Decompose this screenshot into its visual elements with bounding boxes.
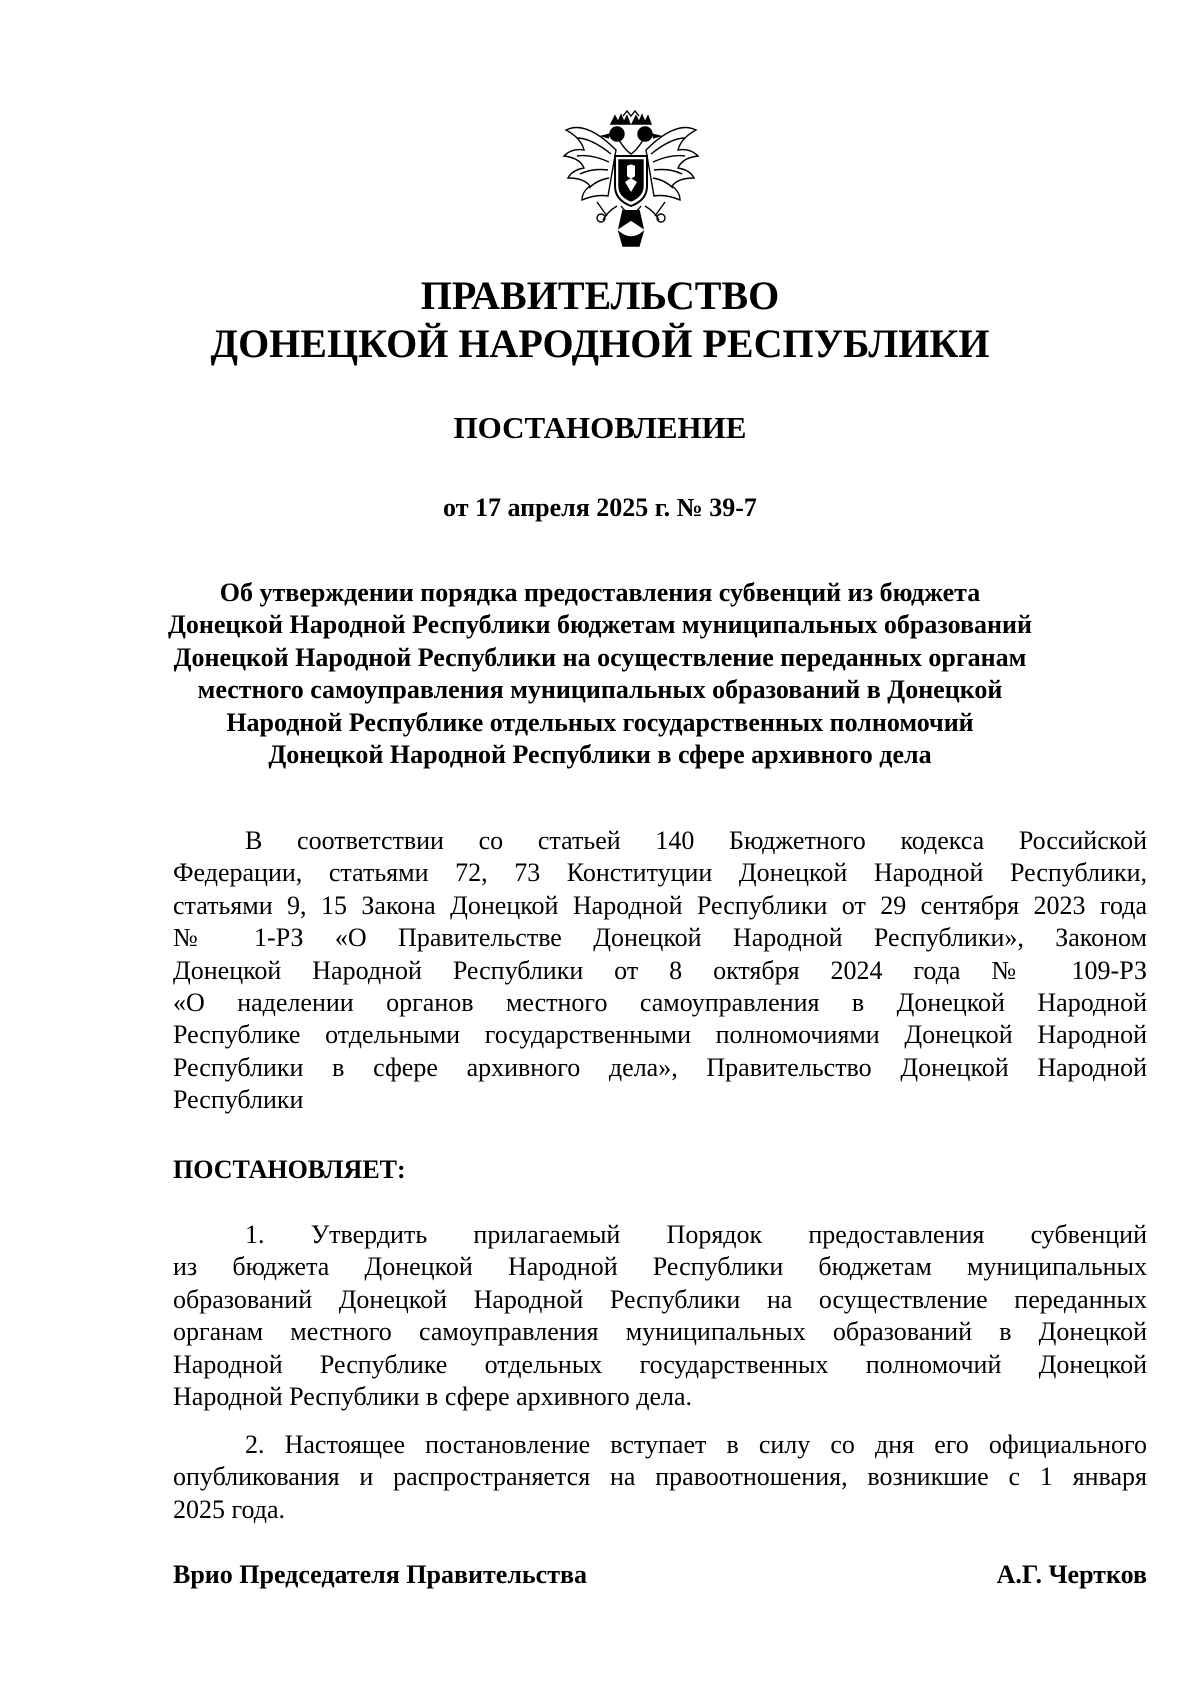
item-1-paragraph (173, 1219, 1147, 1413)
item-2-paragraph (173, 1429, 1147, 1526)
document-date-number: от 17 апреля 2025 г. № 39-7 (443, 493, 757, 522)
preamble-line: «О наделении органов местного самоуправления в Донецкой Народной (173, 988, 1147, 1018)
preamble-line: статьями 9, 15 Закона Донецкой Народной Республики от 29 сентября 2023 года (173, 890, 1147, 920)
item-1-line: 1. Утвердить прилагаемый Порядок предоставления субвенций (245, 1220, 1147, 1249)
resolves-heading: ПОСТАНОВЛЯЕТ: (173, 1155, 406, 1184)
preamble-line: Донецкой Народной Республики от 8 октября 2024 года № 109-РЗ (173, 955, 1147, 985)
item-2-line: 2025 года. (173, 1494, 286, 1524)
item-2-line: 2. Настоящее постановление вступает в силу со дня его официального (245, 1430, 1147, 1459)
preamble-line: Республики (173, 1085, 304, 1115)
subject-line: Об утверждении порядка предоставления субвенций из бюджета (219, 578, 981, 607)
item-1-line: Народной Республики в сфере архивного дела. (173, 1382, 693, 1412)
government-title-line1: ПРАВИТЕЛЬСТВО (420, 273, 780, 318)
item-2-line: опубликования и распространяется на правоотношения, возникшие с 1 января (173, 1462, 1147, 1492)
preamble-paragraph (173, 825, 1147, 1117)
preamble-line: Федерации, статьями 72, 73 Конституции Донецкой Народной Республики, (173, 858, 1147, 888)
subject-line: Донецкой Народной Республики на осуществление переданных органам (173, 642, 1027, 672)
signatory-name: А.Г. Чертков (996, 1560, 1147, 1589)
coat-of-arms-icon (561, 110, 701, 260)
item-1-line: из бюджета Донецкой Народной Республики бюджетам муниципальных (173, 1252, 1147, 1282)
preamble-line: Республике отдельными государственными полномочиями Донецкой Народной (173, 1020, 1147, 1050)
document-subject (150, 577, 1050, 771)
subject-line: местного самоуправления муниципальных образований в Донецкой (197, 675, 1003, 705)
subject-line: Донецкой Народной Республики в сфере архивного дела (268, 740, 932, 770)
signatory-position: Врио Председателя Правительства (173, 1560, 588, 1589)
subject-line: Народной Республике отдельных государственных полномочий (226, 707, 974, 737)
item-1-line: образований Донецкой Народной Республики на осуществление переданных (173, 1284, 1147, 1314)
preamble-line: В соответствии со статьей 140 Бюджетного кодекса Российской (245, 826, 1147, 855)
preamble-line: № 1-РЗ «О Правительстве Донецкой Народной Республики», Законом (173, 923, 1147, 953)
government-title-line2: ДОНЕЦКОЙ НАРОДНОЙ РЕСПУБЛИКИ (210, 321, 990, 366)
subject-line: Донецкой Народной Республики бюджетам муниципальных образований (168, 610, 1032, 640)
item-1-line: Народной Республике отдельных государственных полномочий Донецкой (173, 1349, 1147, 1379)
preamble-line: Республики в сфере архивного дела», Правительство Донецкой Народной (173, 1052, 1147, 1082)
document-type: ПОСТАНОВЛЕНИЕ (453, 410, 747, 445)
item-1-line: органам местного самоуправления муниципальных образований в Донецкой (173, 1317, 1147, 1347)
